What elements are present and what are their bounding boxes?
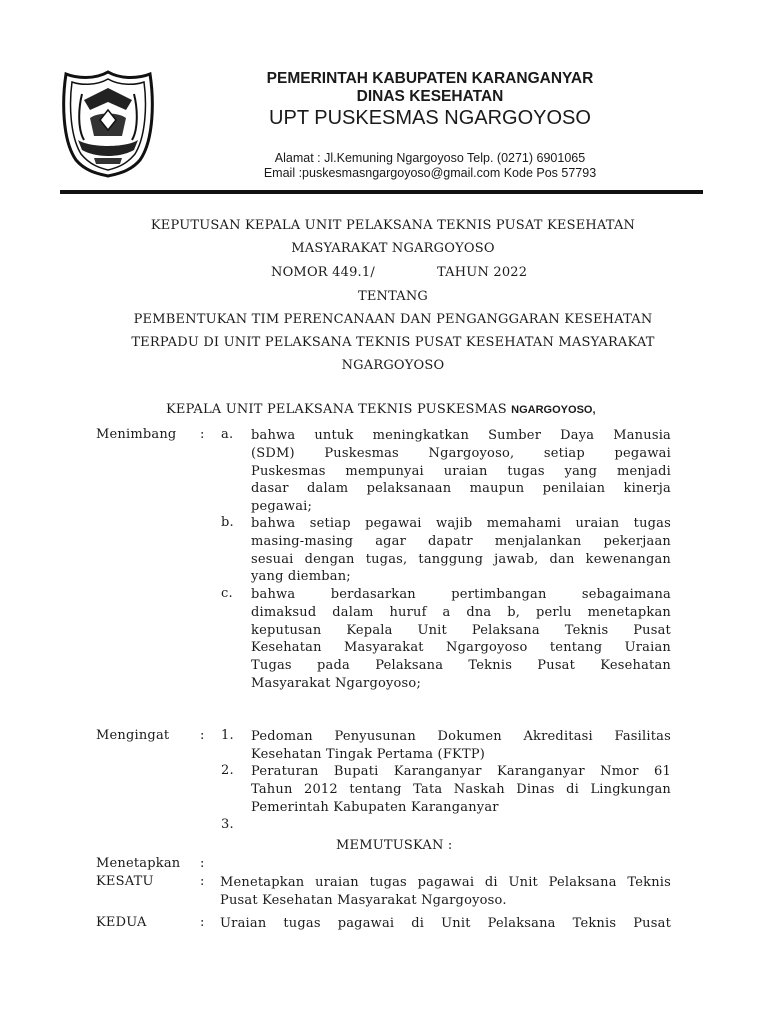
text-line: Tugas pada Pelaksana Teknis Pusat Kesehatan	[251, 658, 671, 674]
menimbang-label: Menimbang	[96, 427, 177, 442]
header-government-name: PEMERINTAH KABUPATEN KARANGANYAR	[266, 70, 594, 87]
kesatu-text	[220, 874, 671, 910]
text-line: Tahun 2012 tentang Tata Naskah Dinas di Lingkungan	[251, 781, 671, 797]
decree-issuer-suffix: NGARGOYOSO,	[511, 404, 596, 416]
mengingat-colon: :	[200, 728, 205, 743]
menimbang-mark-b: b.	[221, 515, 234, 530]
text-line: Masyarakat Ngargoyoso;	[251, 675, 422, 691]
mengingat-mark-2: 2.	[221, 763, 234, 778]
text-line: dasar dalam pelaksanaan maupun penilaian kinerja	[251, 481, 671, 497]
menimbang-mark-c: c.	[221, 586, 233, 601]
mengingat-item-1	[251, 728, 671, 764]
text-line: bahwa untuk meningkatkan Sumber Daya Manusia	[251, 428, 671, 443]
text-line: dimaksud dalam huruf a dna b, perlu menetapkan	[251, 604, 671, 620]
kesatu-label: KESATU	[96, 874, 154, 889]
text-line: pegawai;	[251, 499, 313, 515]
decree-title-line-2: MASYARAKAT NGARGOYOSO	[291, 241, 495, 256]
decree-subject-line-2: TERPADU DI UNIT PELAKSANA TEKNIS PUSAT KESEHATAN MASYARAKAT	[131, 335, 655, 350]
menimbang-item-a	[251, 427, 671, 516]
decree-year: TAHUN 2022	[437, 265, 528, 280]
decree-subject-line-1: PEMBENTUKAN TIM PERENCANAAN DAN PENGANGGARAN KESEHATAN	[133, 312, 653, 327]
decree-issuer-prefix: KEPALA UNIT PELAKSANA TEKNIS PUSKESMAS	[166, 402, 512, 417]
menetapkan-colon: :	[200, 856, 205, 871]
menimbang-item-c	[251, 586, 671, 693]
text-line: Kesehatan Tingak Pertama (FKTP)	[251, 746, 486, 762]
text-line: Kesehatan Masyarakat Ngargoyoso tentang Uraian	[251, 640, 671, 656]
header-address: Alamat : Jl.Kemuning Ngargoyoso Telp. (0271) 6901065	[274, 151, 586, 165]
memutuskan-heading: MEMUTUSKAN :	[336, 838, 453, 853]
mengingat-mark-3: 3.	[221, 817, 234, 832]
mengingat-mark-1: 1.	[221, 728, 234, 743]
text-line: yang diemban;	[251, 569, 351, 585]
decree-title-line-1: KEPUTUSAN KEPALA UNIT PELAKSANA TEKNIS PUSAT KESEHATAN	[150, 218, 636, 233]
text-line: Puskesmas mempunyai uraian tugas yang menjadi	[251, 463, 671, 479]
text-line: bahwa setiap pegawai wajib memahami uraian tugas	[251, 516, 671, 531]
text-line: Menetapkan uraian tugas pagawai di Unit Pelaksana Teknis	[220, 875, 671, 890]
text-line: Uraian tugas pagawai di Unit Pelaksana Teknis Pusat	[220, 916, 671, 931]
kedua-colon: :	[200, 915, 205, 930]
decree-issuer	[166, 402, 596, 417]
kedua-text	[220, 915, 671, 933]
menimbang-item-b	[251, 515, 671, 586]
mengingat-item-2	[251, 763, 671, 816]
header-email: Email :puskesmasngargoyoso@gmail.com Kode Pos 57793	[263, 166, 597, 180]
text-line: bahwa berdasarkan pertimbangan sebagaimana	[251, 587, 671, 602]
decree-tentang: TENTANG	[357, 289, 429, 304]
menimbang-colon: :	[200, 427, 205, 442]
decree-subject-line-3: NGARGOYOSO	[341, 358, 445, 373]
kedua-label: KEDUA	[96, 915, 147, 930]
text-line: (SDM) Puskesmas Ngargoyoso, setiap pegawai	[251, 445, 671, 461]
text-line: sesuai dengan tugas, tanggung jawab, dan kewenangan	[251, 551, 671, 567]
header-department-name: DINAS KESEHATAN	[356, 88, 504, 105]
menimbang-mark-a: a.	[221, 427, 234, 442]
kesatu-colon: :	[200, 874, 205, 889]
text-line: Pusat Kesehatan Masyarakat Ngargoyoso.	[220, 892, 507, 908]
text-line: Pemerintah Kabupaten Karanganyar	[251, 799, 499, 815]
header-divider	[60, 190, 703, 194]
text-line: Peraturan Bupati Karanganyar Karanganyar Nmor 61	[251, 764, 671, 779]
text-line: masing-masing agar dapatr menjalankan pekerjaan	[251, 533, 671, 549]
menetapkan-label: Menetapkan	[96, 856, 181, 871]
header-institution-name: UPT PUSKESMAS NGARGOYOSO	[269, 107, 591, 129]
text-line: keputusan Kepala Unit Pelaksana Teknis Pusat	[251, 622, 671, 638]
mengingat-label: Mengingat	[96, 728, 170, 743]
text-line: Pedoman Penyusunan Dokumen Akreditasi Fasilitas	[251, 729, 671, 744]
decree-number: NOMOR 449.1/	[271, 265, 375, 280]
regency-coat-of-arms-icon	[60, 70, 156, 178]
